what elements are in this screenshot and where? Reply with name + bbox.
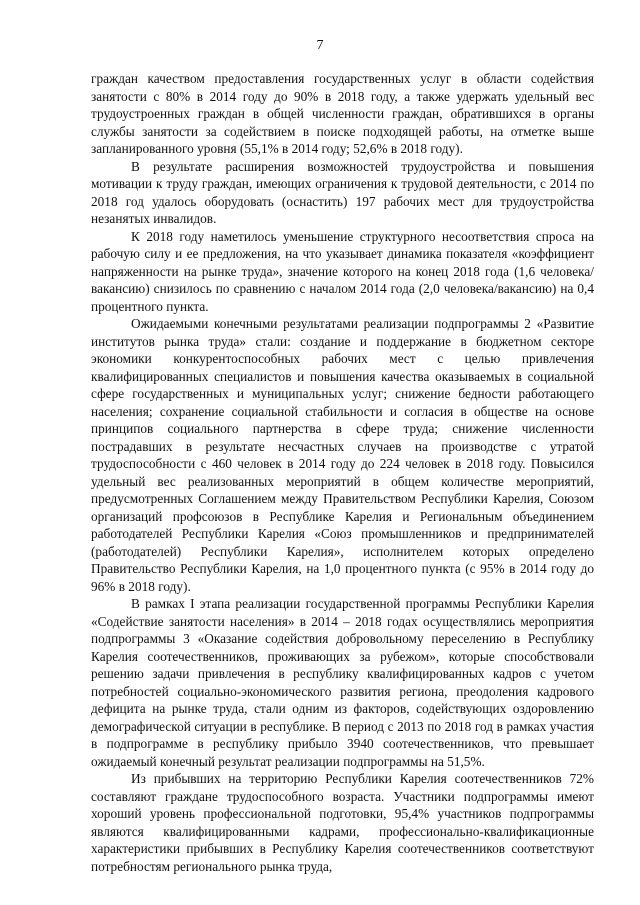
paragraph-5: В рамках I этапа реализации государственной программы Республики Карелия «Содействие занятости населения» в 2014 – 2018 годах осуществлялись мероприятия подпрограммы 3 «Оказание содействия добровольному переселению в Республику Карелия соотечественников, проживающих за рубежом», которые способствовали решению задачи привлечения в республику квалифицированных кадров с учетом потребностей социально-экономического развития региона, преодоления кадрового дефицита на рынке труда, стали одним из факторов, содействующих оздоровлению демографической ситуации в республике. В период с 2013 по 2018 год в рамках участия в подпрограмме в республику прибыло 3940 соотечественников, что превышает ожидаемый конечный результат реализации подпрограммы на 51,5%. xyxy=(91,596,594,769)
document-body xyxy=(91,70,594,875)
paragraph-6: Из прибывших на территорию Республики Карелия соотечественников 72% составляют граждане трудоспособного возраста. Участники подпрограммы имеют хороший уровень профессиональной подготовки, 95,4% участников подпрограммы являются квалифицированными кадрами, профессионально-квалификационные характеристики прибывших в Республику Карелия соотечественников соответствуют потребностям регионального рынка труда, xyxy=(91,771,594,874)
paragraph-2: В результате расширения возможностей трудоустройства и повышения мотивации к труду граждан, имеющих ограничения к трудовой деятельности, с 2014 по 2018 год удалось оборудовать (оснастить) 197 рабочих мест для трудоустройства незанятых инвалидов. xyxy=(91,158,594,226)
paragraph-1: граждан качеством предоставления государственных услуг в области содействия занятости с 80% в 2014 году до 90% в 2018 году, а также удержать удельный вес трудоустроенных граждан в общей численности граждан, обратившихся в органы службы занятости за содействием в поиске подходящей работы, на отметке выше запланированного уровня (55,1% в 2014 году; 52,6% в 2018 году). xyxy=(91,71,594,156)
paragraph-3: К 2018 году наметилось уменьшение структурного несоответствия спроса на рабочую силу и ее предложения, на что указывает динамика показателя «коэффициент напряженности на рынке труда», значение которого на конец 2018 года (1,6 человека/вакансию) снизилось по сравнению с началом 2014 года (2,0 человека/вакансию) на 0,4 процентного пункта. xyxy=(91,228,594,314)
page-number: 7 xyxy=(316,38,324,53)
paragraph-4: Ожидаемыми конечными результатами реализации подпрограммы 2 «Развитие институтов рынка труда» стали: создание и поддержание в бюджетном секторе экономики конкурентоспособных рабочих мест с целью привлечения квалифицированных специалистов и повышения качества оказываемых в социальной сфере государственных и муниципальных услуг; снижение бедности работающего населения; сохранение социальной стабильности и согласия в обществе на основе принципов социального партнерства в сфере труда; снижение численности пострадавших в результате несчастных случаев на производстве с утратой трудоспособности с 460 человек в 2014 году до 224 человек в 2018 году. Повысился удельный вес реализованных мероприятий в общем количестве мероприятий, предусмотренных Соглашением между Правительством Республики Карелия, Союзом организаций профсоюзов в Республике Карелия и Региональным объединением работодателей Республики Карелия «Союз промышленников и предпринимателей (работодателей) Республики Карелия», исполнителем которых определено Правительство Республики Карелия, на 1,0 процентного пункта (с 95% в 2014 году до 96% в 2018 году). xyxy=(91,316,594,594)
